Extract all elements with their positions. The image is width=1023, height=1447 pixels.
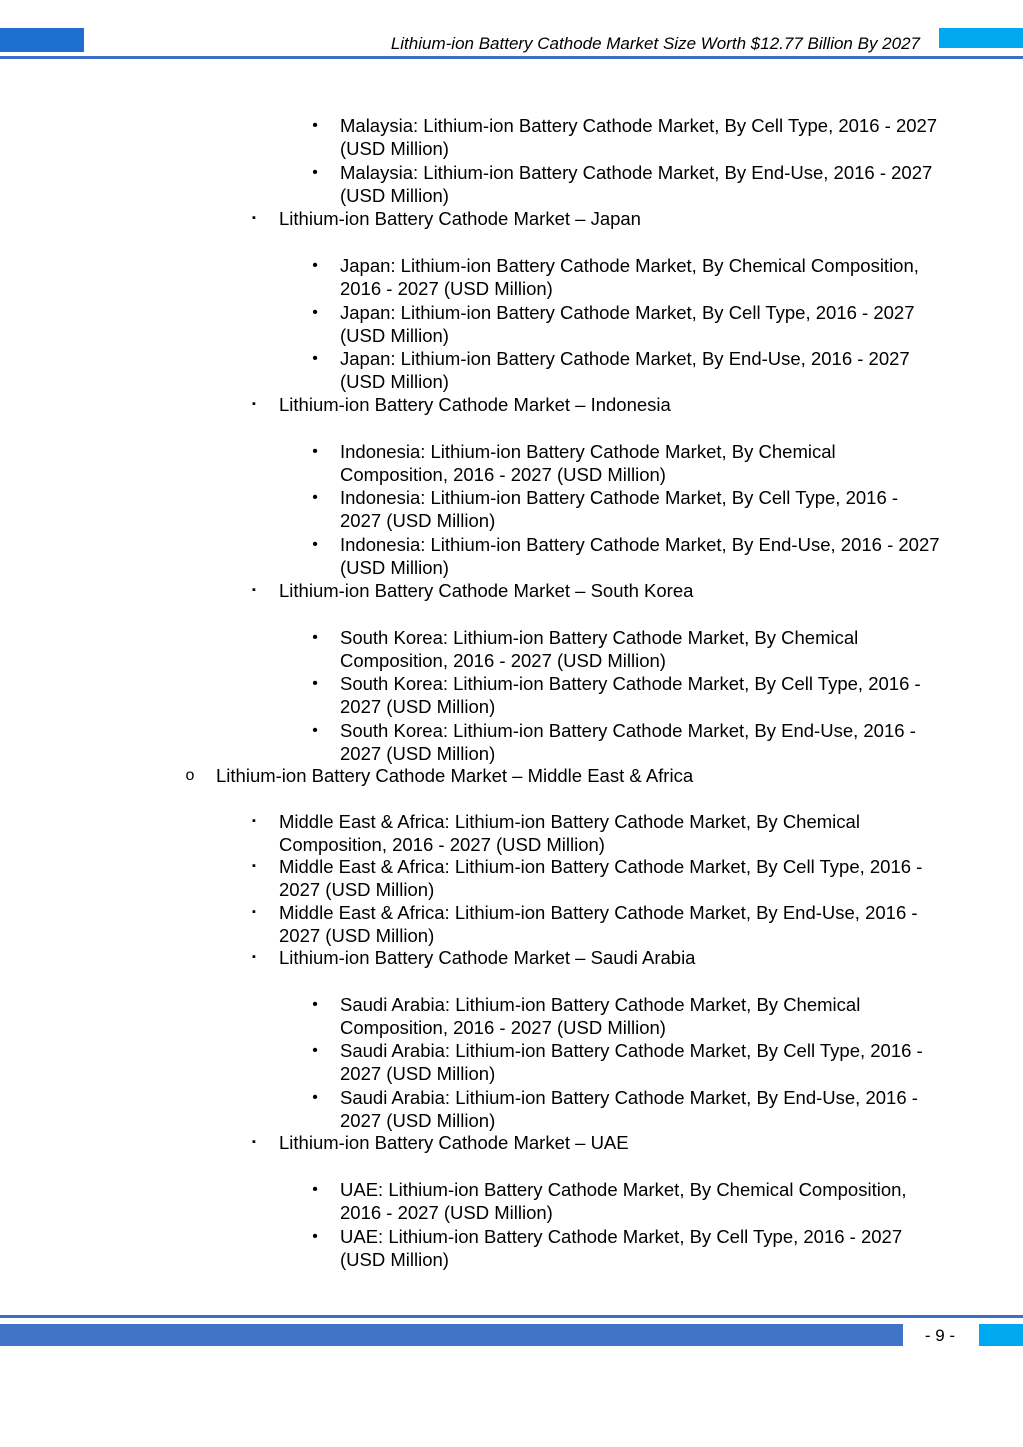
list-item-text: Japan: Lithium-ion Battery Cathode Market, By Cell Type, 2016 - 2027 (USD Million) <box>340 302 915 346</box>
square-bullet-icon: ▪ <box>252 951 256 963</box>
list-item-text: Saudi Arabia: Lithium-ion Battery Cathode Market, By End-Use, 2016 - 2027 (USD Million) <box>340 1087 918 1131</box>
list-item-text: Japan: Lithium-ion Battery Cathode Market, By Chemical Composition, 2016 - 2027 (USD Million) <box>340 255 919 299</box>
list-item-text: Saudi Arabia: Lithium-ion Battery Cathode Market, By Cell Type, 2016 - 2027 (USD Million) <box>340 1040 923 1084</box>
circle-bullet-icon: o <box>185 767 195 784</box>
bullet-icon: • <box>312 996 318 1013</box>
list-item-text: UAE: Lithium-ion Battery Cathode Market, By Cell Type, 2016 - 2027 (USD Million) <box>340 1226 903 1270</box>
bullet-icon: • <box>312 536 318 553</box>
list-item-text: Lithium-ion Battery Cathode Market – Indonesia <box>279 394 671 415</box>
list-item-text: Lithium-ion Battery Cathode Market – Middle East & Africa <box>216 765 694 786</box>
bullet-icon: • <box>312 489 318 506</box>
header-accent-left <box>0 28 84 52</box>
list-item-text: Indonesia: Lithium-ion Battery Cathode Market, By Chemical Composition, 2016 - 2027 (USD Million) <box>340 441 836 485</box>
bullet-icon: • <box>312 1042 318 1059</box>
bullet-icon: • <box>312 257 318 274</box>
header-accent-right <box>939 28 1023 48</box>
list-item-text: Lithium-ion Battery Cathode Market – Japan <box>279 208 641 229</box>
square-bullet-icon: ▪ <box>252 906 256 918</box>
list-item-text: Japan: Lithium-ion Battery Cathode Market, By End-Use, 2016 - 2027 (USD Million) <box>340 348 910 392</box>
list-item-text: Indonesia: Lithium-ion Battery Cathode Market, By Cell Type, 2016 - 2027 (USD Million) <box>340 487 899 531</box>
footer-rule <box>0 1315 1023 1318</box>
list-item-text: South Korea: Lithium-ion Battery Cathode Market, By Chemical Composition, 2016 - 2027 (USD Million) <box>340 627 859 671</box>
list-item-text: Malaysia: Lithium-ion Battery Cathode Market, By End-Use, 2016 - 2027 (USD Million) <box>340 162 933 206</box>
bullet-icon: • <box>312 722 318 739</box>
bullet-icon: • <box>312 675 318 692</box>
square-bullet-icon: ▪ <box>252 398 256 410</box>
header-rule <box>0 56 1023 59</box>
list-item-text: Middle East & Africa: Lithium-ion Battery Cathode Market, By Chemical Composition, 2016 - 2027 (USD Million) <box>279 811 860 855</box>
square-bullet-icon: ▪ <box>252 815 256 827</box>
footer-bar <box>0 1324 903 1346</box>
footer-accent-right <box>979 1324 1023 1346</box>
list-item-text: Middle East & Africa: Lithium-ion Battery Cathode Market, By End-Use, 2016 - 2027 (USD Million) <box>279 902 918 946</box>
square-bullet-icon: ▪ <box>252 584 256 596</box>
square-bullet-icon: ▪ <box>252 1136 256 1148</box>
list-item-text: Middle East & Africa: Lithium-ion Battery Cathode Market, By Cell Type, 2016 - 2027 (USD Million) <box>279 856 923 900</box>
square-bullet-icon: ▪ <box>252 860 256 872</box>
page-number: - 9 - <box>924 1326 956 1345</box>
bullet-icon: • <box>312 1228 318 1245</box>
bullet-icon: • <box>312 629 318 646</box>
bullet-icon: • <box>312 443 318 460</box>
list-item-text: Malaysia: Lithium-ion Battery Cathode Market, By Cell Type, 2016 - 2027 (USD Million) <box>340 115 938 159</box>
list-item-text: Indonesia: Lithium-ion Battery Cathode Market, By End-Use, 2016 - 2027 (USD Million) <box>340 534 940 578</box>
header-title: Lithium-ion Battery Cathode Market Size Worth $12.77 Billion By 2027 <box>390 34 920 53</box>
square-bullet-icon: ▪ <box>252 212 256 224</box>
list-item-text: Lithium-ion Battery Cathode Market – Saudi Arabia <box>279 947 696 968</box>
list-item-text: Saudi Arabia: Lithium-ion Battery Cathode Market, By Chemical Composition, 2016 - 2027 (USD Million) <box>340 994 861 1038</box>
list-item-text: Lithium-ion Battery Cathode Market – UAE <box>279 1132 629 1153</box>
bullet-icon: • <box>312 117 318 134</box>
bullet-icon: • <box>312 1181 318 1198</box>
bullet-icon: • <box>312 304 318 321</box>
bullet-icon: • <box>312 164 318 181</box>
list-item-text: South Korea: Lithium-ion Battery Cathode Market, By Cell Type, 2016 - 2027 (USD Million) <box>340 673 921 717</box>
bullet-icon: • <box>312 350 318 367</box>
list-item-text: Lithium-ion Battery Cathode Market – South Korea <box>279 580 694 601</box>
bullet-icon: • <box>312 1089 318 1106</box>
list-item-text: South Korea: Lithium-ion Battery Cathode Market, By End-Use, 2016 - 2027 (USD Million) <box>340 720 916 764</box>
list-item-text: UAE: Lithium-ion Battery Cathode Market, By Chemical Composition, 2016 - 2027 (USD Million) <box>340 1179 907 1223</box>
